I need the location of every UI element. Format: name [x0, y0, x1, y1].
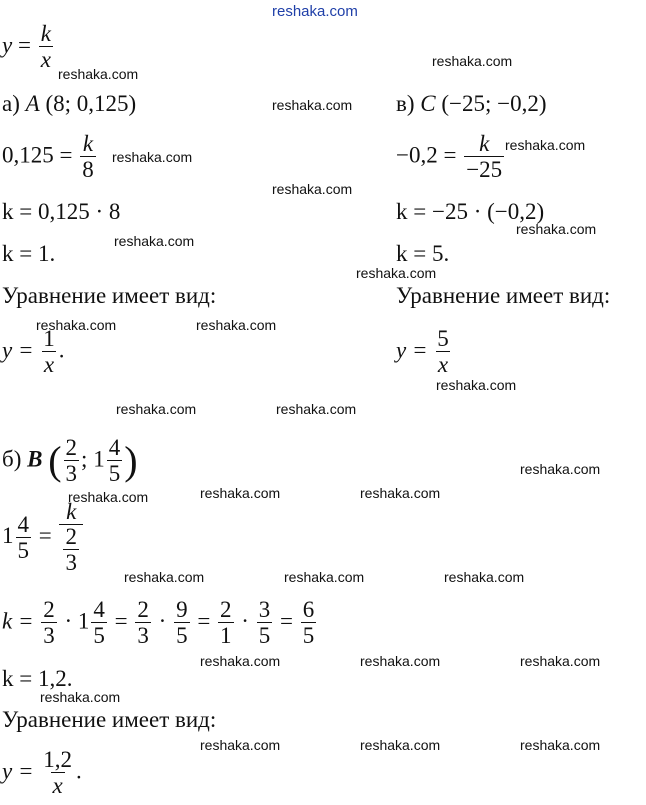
part-v-result: k = 5.: [396, 241, 450, 266]
watermark: reshaka.com: [272, 181, 353, 197]
watermark: reshaka.com: [360, 653, 441, 669]
part-a-calc: k = 0,125 · 8: [2, 199, 121, 224]
watermark: reshaka.com: [432, 53, 513, 69]
part-b-equation-text: Уравнение имеет вид:: [2, 707, 217, 732]
watermark: reshaka.com: [112, 149, 193, 165]
part-v-calc: k = −25 · (−0,2): [396, 199, 545, 224]
part-v-header: в) C (−25; −0,2): [396, 91, 547, 116]
watermark: reshaka.com: [40, 689, 121, 705]
watermark: reshaka.com: [36, 317, 117, 333]
watermark: reshaka.com: [516, 221, 597, 237]
general-formula: y = $\frac{k}{x}$: [2, 21, 51, 73]
watermark: reshaka.com: [356, 265, 437, 281]
part-b-result: k = 1,2.: [2, 666, 73, 691]
part-b-substitution: 1 $\frac{4}{5}$ = $\frac{k}{\frac{2}{3}}$: [2, 500, 85, 576]
watermark: reshaka.com: [520, 653, 601, 669]
part-b-header: б) B ( $\frac{2}{3}$ ; 1 $\frac{4}{5}$ ): [2, 435, 138, 487]
part-a-substitution: 0,125 = $\frac{k}{8}$: [2, 131, 94, 183]
watermark: reshaka.com: [436, 377, 517, 393]
watermark: reshaka.com: [114, 233, 195, 249]
site-watermark: reshaka.com: [272, 3, 358, 20]
watermark: reshaka.com: [200, 737, 281, 753]
part-b-final: y = $\frac{1,2}{x}$ .: [2, 747, 82, 799]
watermark: reshaka.com: [272, 97, 353, 113]
watermark: reshaka.com: [276, 401, 357, 417]
watermark: reshaka.com: [200, 485, 281, 501]
watermark: reshaka.com: [58, 66, 139, 82]
part-b-calc: k = $\frac{2}{3}$ · 1 $\frac{4}{5}$ = $\frac{2}{3}$ · $\frac{9}{5}$ = $\frac{2}{1}$ · $\frac{3}{5}$ = $\frac{6}{5}$: [2, 597, 315, 649]
part-a-header: а) A (8; 0,125): [2, 91, 137, 116]
watermark: reshaka.com: [116, 401, 197, 417]
watermark: reshaka.com: [196, 317, 277, 333]
watermark: reshaka.com: [360, 485, 441, 501]
part-a-final: y = $\frac{1}{x}$ .: [2, 326, 65, 378]
part-v-equation-text: Уравнение имеет вид:: [396, 283, 611, 308]
part-v-final: y = $\frac{5}{x}$: [396, 326, 449, 378]
watermark: reshaka.com: [360, 737, 441, 753]
part-v-substitution: −0,2 = $\frac{k}{-25}$: [396, 131, 503, 183]
watermark: reshaka.com: [505, 137, 586, 153]
watermark: reshaka.com: [520, 461, 601, 477]
watermark: reshaka.com: [68, 489, 149, 505]
watermark: reshaka.com: [520, 737, 601, 753]
watermark: reshaka.com: [444, 569, 525, 585]
watermark: reshaka.com: [124, 569, 205, 585]
part-a-equation-text: Уравнение имеет вид:: [2, 283, 217, 308]
part-a-result: k = 1.: [2, 241, 56, 266]
watermark: reshaka.com: [200, 653, 281, 669]
watermark: reshaka.com: [284, 569, 365, 585]
